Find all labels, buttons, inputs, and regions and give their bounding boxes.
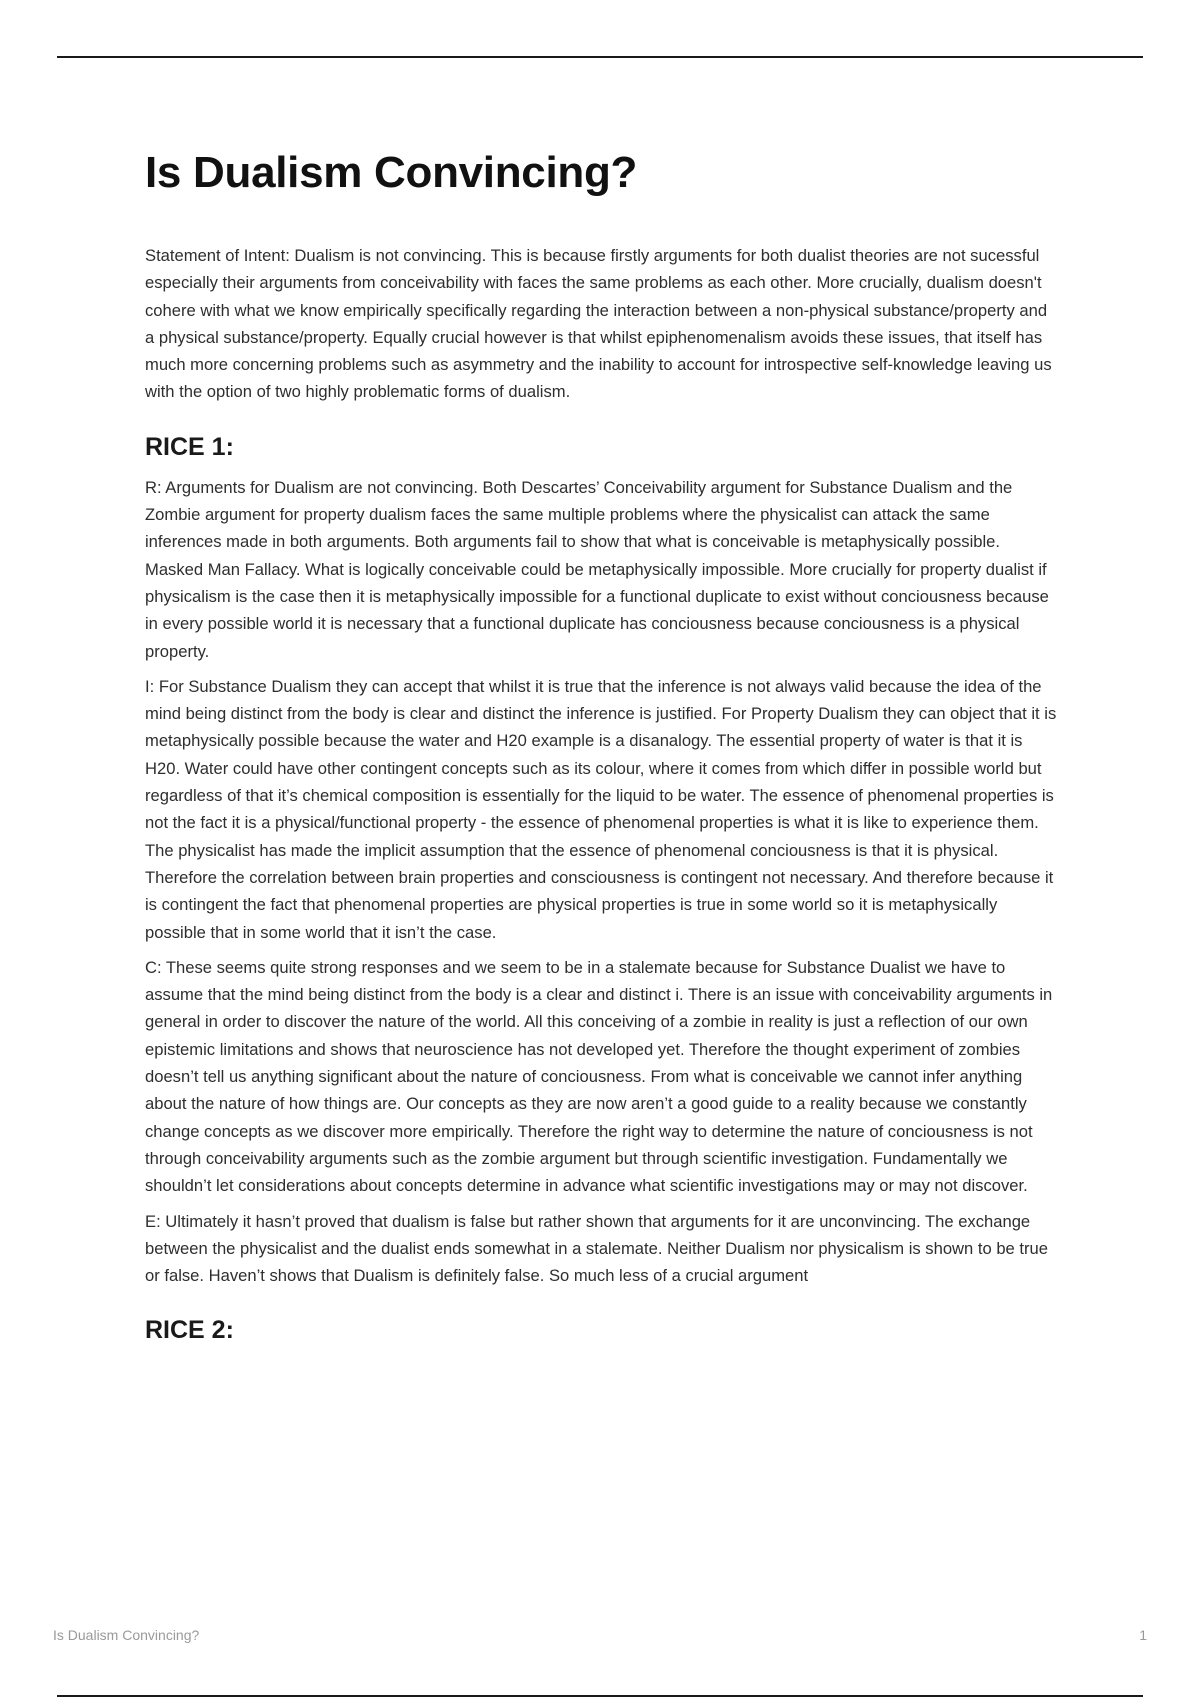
paragraph-interpretation: I: For Substance Dualism they can accept that whilst it is true that the inference is not always valid because the idea of the mind being distinct from the body is clear and distinct the inference is justified. For Property Dualism they can object that it is metaphysically possible because the water and H20 example is a disanalogy. The essential property of water is that it is H20. Water could have other contingent concepts such as its colour, where it comes from which differ in possible world but regardless of that it’s chemical composition is essentially for the liquid to be water. The essence of phenomenal properties is not the fact it is a physical/functional property - the essence of phenomenal properties is what it is like to experience them. The physicalist has made the implicit assumption that the essence of phenomenal conciousness is that it is physical. Therefore the correlation between brain properties and consciousness is contingent not necessary. And therefore because it is contingent the fact that phenomenal properties are physical properties is true in some world so it is metaphysically possible that in some world that it isn’t the case. [145,676,1057,942]
bottom-rule [57,1695,1143,1697]
section-rice-1 [145,430,1060,1290]
page-title: Is Dualism Convincing? [145,148,638,197]
paragraph-reason: R: Arguments for Dualism are not convincing. Both Descartes’ Conceivability argument for Substance Dualism and the Zombie argument for property dualism faces the same multiple problems where the physicalist can attack the same inferences made in both arguments. Both arguments fail to show that what is conceivable is metaphysically possible. Masked Man Fallacy. What is logically conceivable could be metaphysically impossible. More crucially for property dualist if physicalism is the case then it is metaphysically impossible for a functional duplicate to exist without conciousness because in every possible world it is necessary that a functional duplicate has conciousness because conciousness is a physical property. [145,477,1049,661]
top-rule [57,56,1143,58]
paragraph-counter: C: These seems quite strong responses and we seem to be in a stalemate because for Substance Dualist we have to assume that the mind being distinct from the body is a clear and distinct i. There is an issue with conceivability arguments in general in order to discover the nature of the world. All this conceiving of a zombie in reality is just a reflection of our own epistemic limitations and shows that neuroscience has not developed yet. Therefore the thought experiment of zombies doesn’t tell us anything significant about the nature of conciousness. From what is conceivable we cannot infer anything about the nature of how things are. Our concepts as they are now aren’t a good guide to a reality because we constantly change concepts as we discover more empirically. Therefore the right way to determine the nature of conciousness is not through conceivability arguments such as the zombie argument but through scientific investigation. Fundamentally we shouldn’t let considerations about concepts determine in advance what scientific investigations may or may not discover. [145,957,1053,1196]
footer-page-number: 1 [1139,1627,1147,1643]
document-body [145,138,1060,1357]
paragraph-evaluation: E: Ultimately it hasn’t proved that dualism is false but rather shown that arguments for it are unconvincing. The exchange between the physicalist and the dualist ends somewhat in a stalemate. Neither Dualism nor physicalism is shown to be true or false. Haven’t shows that Dualism is definitely false. So much less of a crucial argument [145,1211,1048,1286]
footer-document-title: Is Dualism Convincing? [53,1627,200,1643]
statement-of-intent: Statement of Intent: Dualism is not convincing. This is because firstly arguments for both dualist theories are not sucessful especially their arguments from conceivability with faces the same problems as each other. More crucially, dualism doesn't cohere with what we know empirically specifically regarding the interaction between a non-physical substance/property and a physical substance/property. Equally crucial however is that whilst epiphenomenalism avoids these issues, that itself has much more concerning problems such as asymmetry and the inability to account for introspective self-knowledge leaving us with the option of two highly problematic forms of dualism. [145,246,1052,402]
section-heading: RICE 1: [145,432,234,461]
section-heading: RICE 2: [145,1316,234,1345]
section-rice-2 [145,1313,1060,1347]
